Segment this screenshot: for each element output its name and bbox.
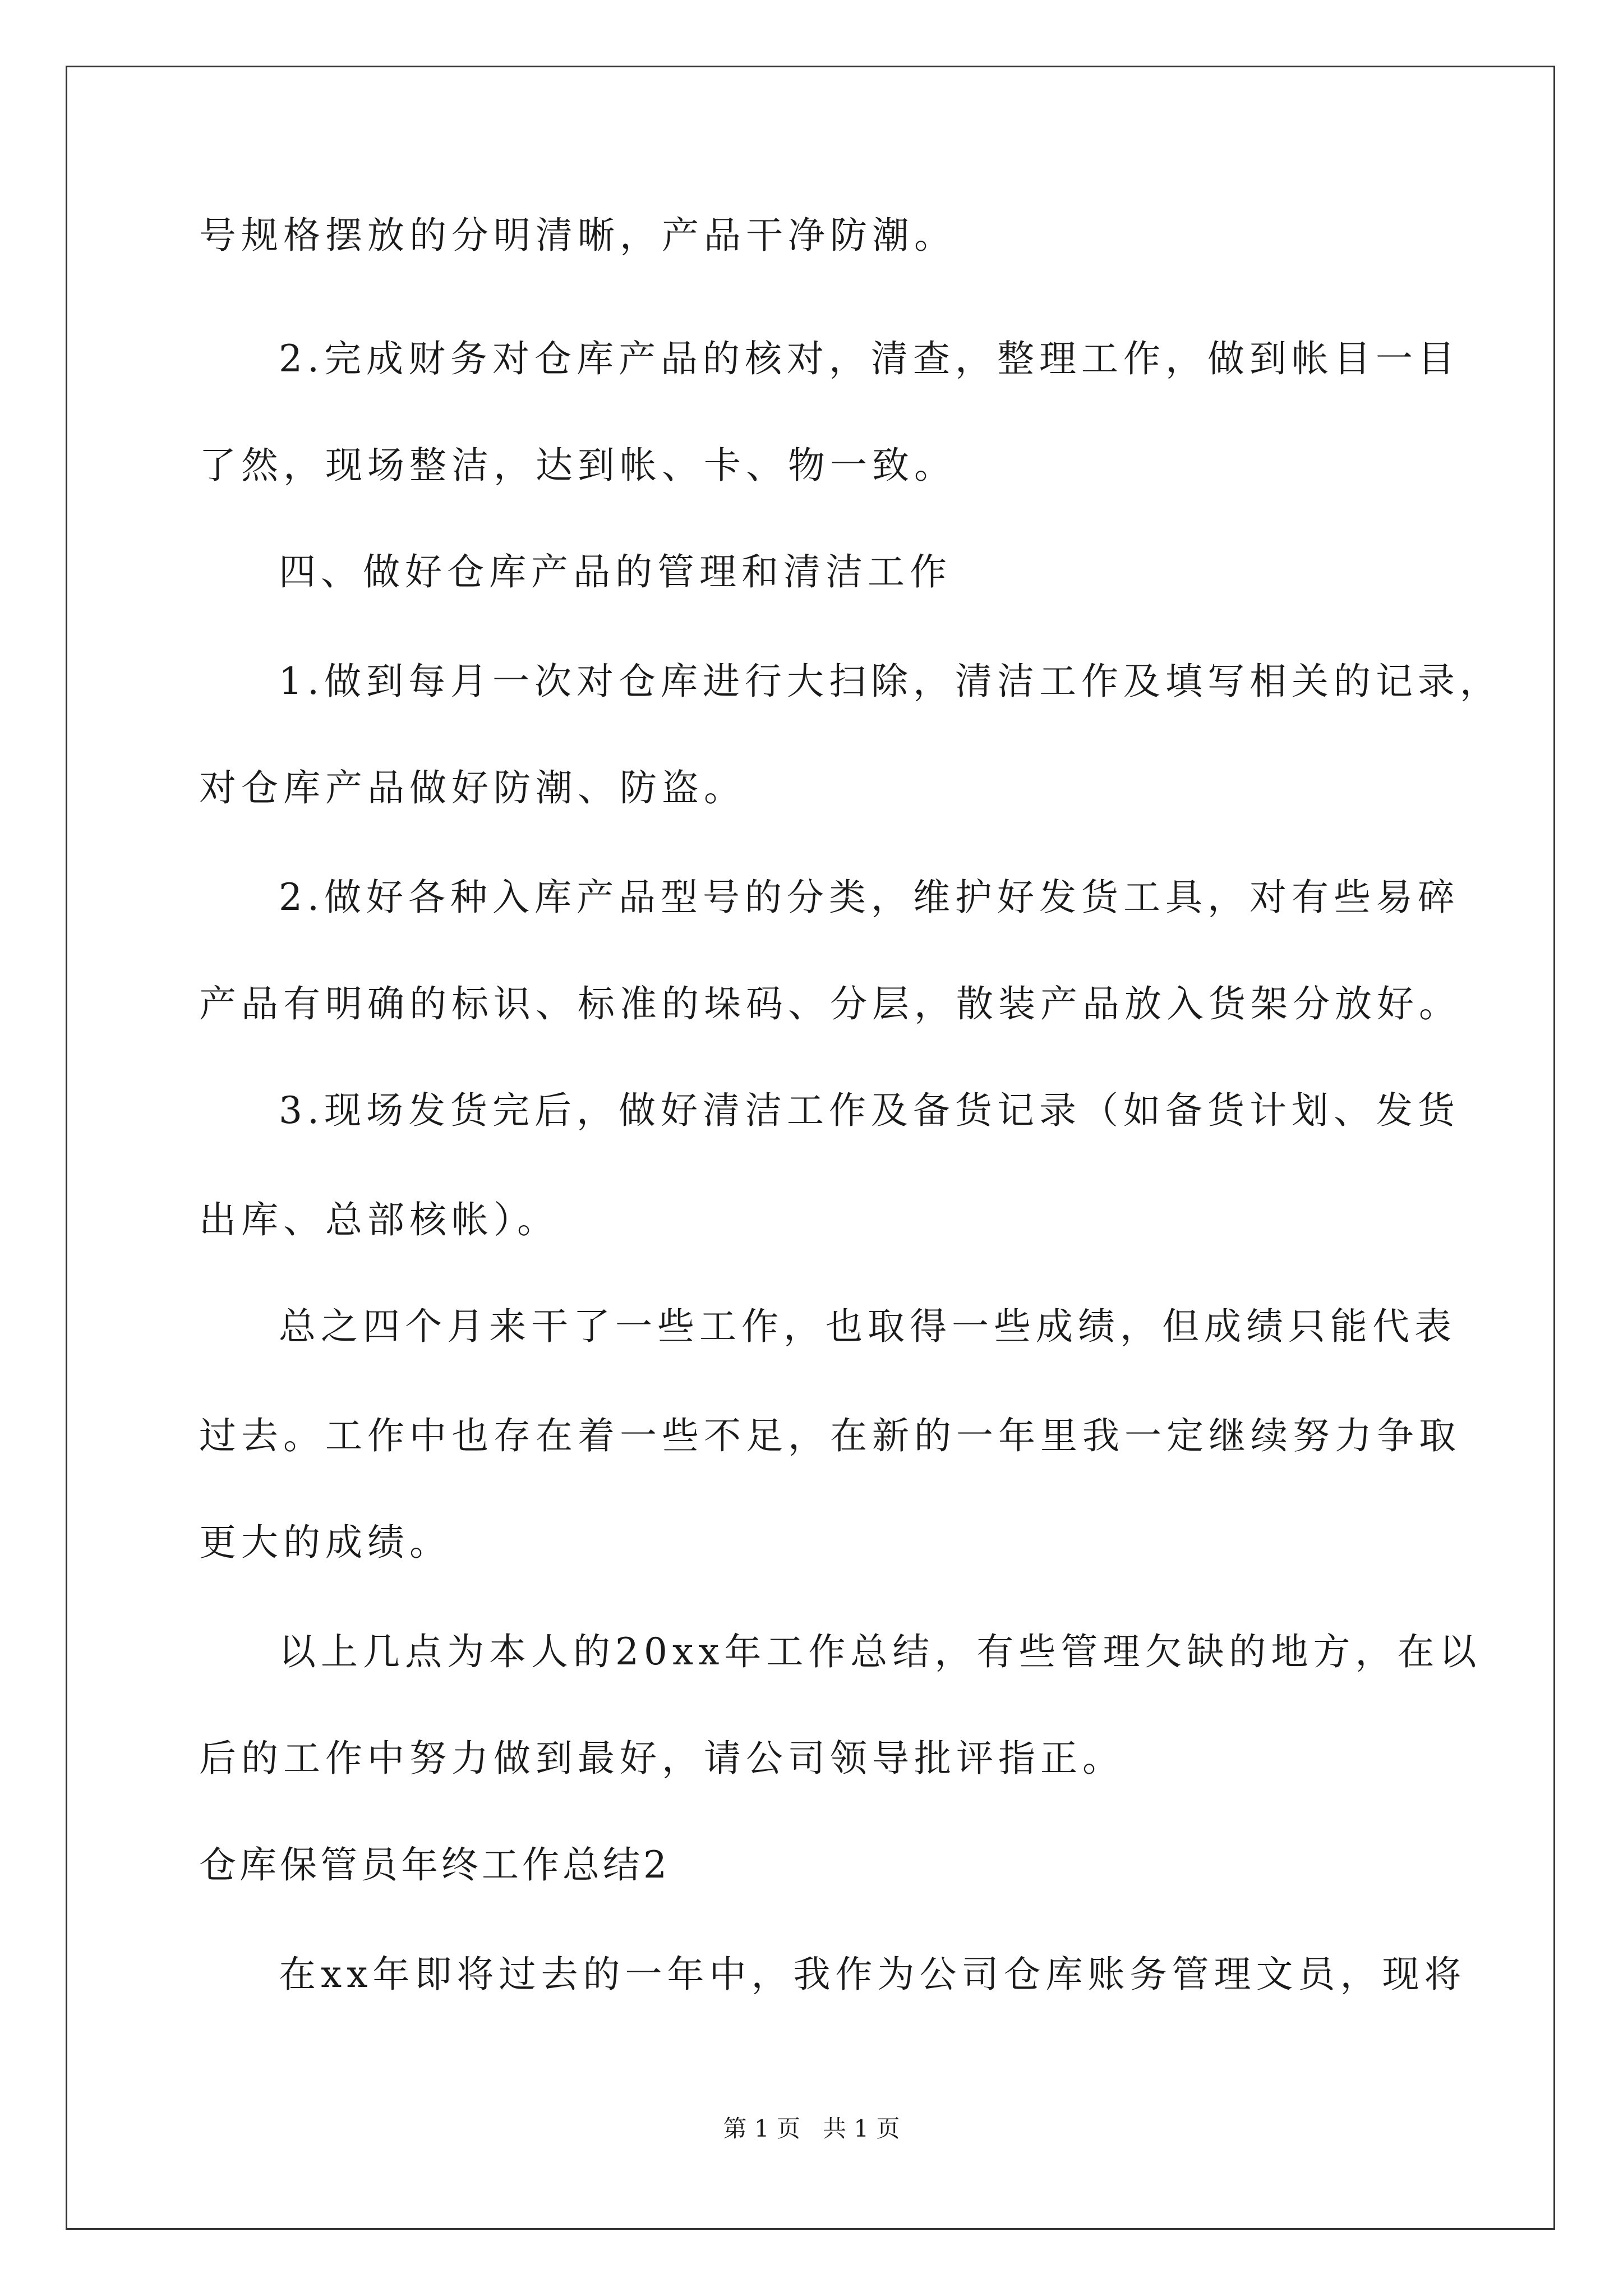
page-border bbox=[66, 66, 1555, 2230]
text-line-15: 后的工作中努力做到最好，请公司领导批评指正。 bbox=[199, 1737, 1124, 1780]
text-line-2: 2.完成财务对仓库产品的核对，清查，整理工作，做到帐目一目 bbox=[279, 337, 1460, 380]
text-line-10: 出库、总部核帐）。 bbox=[199, 1198, 559, 1241]
text-line-14: 以上几点为本人的20xx年工作总结，有些管理欠缺的地方，在以 bbox=[279, 1630, 1482, 1673]
text-line-8: 产品有明确的标识、标准的垛码、分层，散装产品放入货架分放好。 bbox=[199, 982, 1461, 1025]
text-line-12: 过去。工作中也存在着一些不足，在新的一年里我一定继续努力争取 bbox=[199, 1414, 1461, 1457]
article-title: 仓库保管员年终工作总结2 bbox=[199, 1843, 670, 1887]
section-heading: 四、做好仓库产品的管理和清洁工作 bbox=[279, 550, 952, 593]
text-line-6: 对仓库产品做好防潮、防盗。 bbox=[199, 766, 746, 809]
text-line-7: 2.做好各种入库产品型号的分类，维护好发货工具，对有些易碎 bbox=[279, 876, 1460, 919]
text-line-9: 3.现场发货完后，做好清洁工作及备货记录（如备货计划、发货 bbox=[279, 1089, 1460, 1132]
text-line-13: 更大的成绩。 bbox=[199, 1521, 451, 1564]
text-line-11: 总之四个月来干了一些工作，也取得一些成绩，但成绩只能代表 bbox=[279, 1305, 1456, 1348]
text-line-5: 1.做到每月一次对仓库进行大扫除，清洁工作及填写相关的记录， bbox=[279, 660, 1502, 703]
page-footer: 第 1 页 共 1 页 bbox=[723, 2115, 900, 2142]
text-line-3: 了然，现场整洁，达到帐、卡、物一致。 bbox=[199, 444, 956, 487]
text-line-1: 号规格摆放的分明清晰，产品干净防潮。 bbox=[199, 214, 956, 257]
text-line-17: 在xx年即将过去的一年中，我作为公司仓库账务管理文员，现将 bbox=[279, 1953, 1467, 1996]
